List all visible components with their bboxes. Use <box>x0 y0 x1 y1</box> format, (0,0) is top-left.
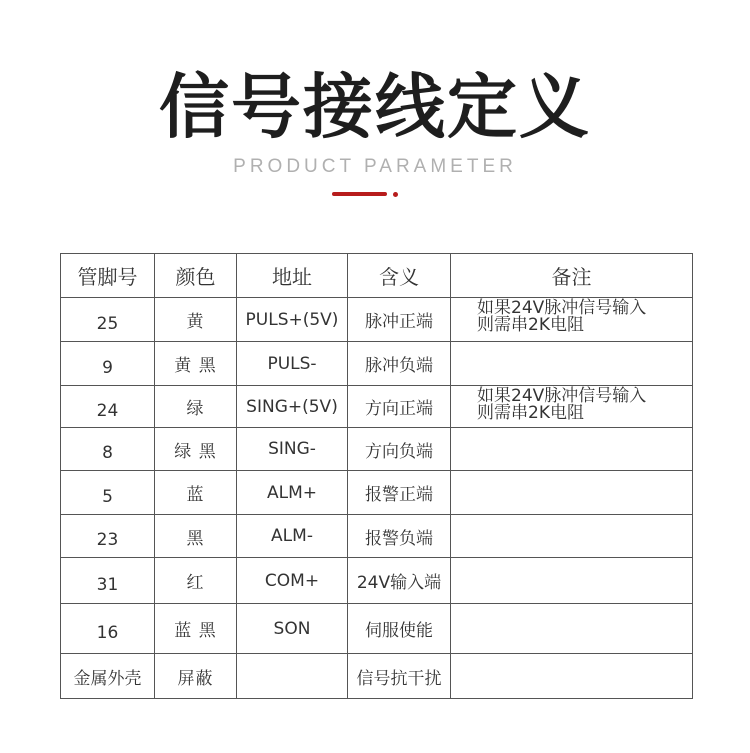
address-cell: PULS+(5V) <box>237 298 348 342</box>
page-subtitle: PRODUCT PARAMETER <box>233 156 517 177</box>
address-cell: SING+(5V) <box>237 386 348 428</box>
meaning-cell: 报警负端 <box>348 515 451 558</box>
column-header-color: 颜色 <box>155 254 237 298</box>
note-cell <box>451 558 693 604</box>
table-row <box>61 428 693 471</box>
color-cell: 黑 <box>155 515 237 558</box>
table-row <box>61 471 693 515</box>
note-cell <box>451 654 693 699</box>
column-header-note: 备注 <box>451 254 693 298</box>
signal-wiring-table <box>60 253 693 699</box>
table-row <box>61 604 693 654</box>
pin-cell: 5 <box>61 471 155 515</box>
note-cell <box>451 342 693 386</box>
note-cell: 如果24V脉冲信号输入 则需串2K电阻 <box>451 298 693 342</box>
column-header-address: 地址 <box>237 254 348 298</box>
address-cell: ALM+ <box>237 471 348 515</box>
column-header-pin: 管脚号 <box>61 254 155 298</box>
color-cell: 红 <box>155 558 237 604</box>
pin-cell: 31 <box>61 558 155 604</box>
meaning-cell: 24V输入端 <box>348 558 451 604</box>
color-cell: 黄 黑 <box>155 342 237 386</box>
table-row <box>61 342 693 386</box>
address-cell: ALM- <box>237 515 348 558</box>
pin-cell: 8 <box>61 428 155 471</box>
note-cell <box>451 471 693 515</box>
meaning-cell: 伺服使能 <box>348 604 451 654</box>
address-cell: SING- <box>237 428 348 471</box>
meaning-cell: 信号抗干扰 <box>348 654 451 699</box>
color-cell: 黄 <box>155 298 237 342</box>
address-cell: SON <box>237 604 348 654</box>
color-cell: 蓝 黑 <box>155 604 237 654</box>
pin-cell: 25 <box>61 298 155 342</box>
pin-cell: 16 <box>61 604 155 654</box>
meaning-cell: 方向正端 <box>348 386 451 428</box>
meaning-cell: 方向负端 <box>348 428 451 471</box>
table-row <box>61 654 693 699</box>
table-row <box>61 558 693 604</box>
meaning-cell: 脉冲负端 <box>348 342 451 386</box>
color-cell: 绿 黑 <box>155 428 237 471</box>
table-header-row <box>61 254 693 298</box>
meaning-cell: 脉冲正端 <box>348 298 451 342</box>
table-row <box>61 515 693 558</box>
note-cell <box>451 428 693 471</box>
page-title: 信号接线定义 <box>159 66 591 148</box>
note-cell <box>451 515 693 558</box>
pin-cell: 9 <box>61 342 155 386</box>
address-cell <box>237 654 348 699</box>
note-cell <box>451 604 693 654</box>
pin-cell: 23 <box>61 515 155 558</box>
color-cell: 绿 <box>155 386 237 428</box>
color-cell: 蓝 <box>155 471 237 515</box>
pin-cell: 金属外壳 <box>61 654 155 699</box>
table-row <box>61 298 693 342</box>
address-cell: COM+ <box>237 558 348 604</box>
pin-cell: 24 <box>61 386 155 428</box>
table-row <box>61 386 693 428</box>
meaning-cell: 报警正端 <box>348 471 451 515</box>
title-accent-bar <box>332 192 387 196</box>
note-cell: 如果24V脉冲信号输入 则需串2K电阻 <box>451 386 693 428</box>
column-header-meaning: 含义 <box>348 254 451 298</box>
color-cell: 屏蔽 <box>155 654 237 699</box>
address-cell: PULS- <box>237 342 348 386</box>
title-accent-dot <box>393 192 398 197</box>
